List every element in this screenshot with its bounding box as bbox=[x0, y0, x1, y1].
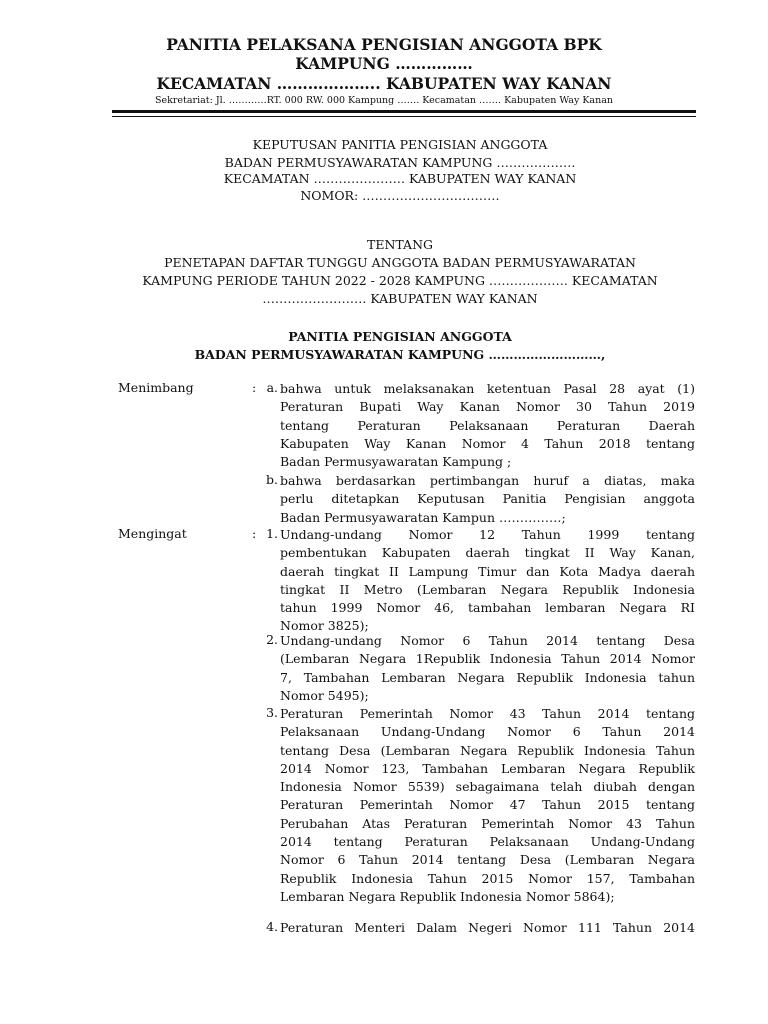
header-title-line3: KECAMATAN ……………….. KABUPATEN WAY KANAN bbox=[156, 74, 612, 93]
text-line: Nomor 5495); bbox=[280, 687, 369, 703]
text-line: perlu ditetapkan Keputusan Panitia Pengisian anggota bbox=[280, 491, 695, 507]
tentang-line: TENTANG bbox=[366, 237, 433, 252]
text-line: (Lembaran Negara 1Republik Indonesia Tahun 2014 Nomor bbox=[280, 651, 695, 667]
text-line: Lembaran Negara Republik Indonesia Nomor 5864); bbox=[280, 888, 615, 904]
text-line: 7, Tambahan Lembaran Negara Republik Indonesia tahun bbox=[280, 669, 695, 685]
tentang-line: KAMPUNG PERIODE TAHUN 2022 - 2028 KAMPUNG ………………. KECAMATAN bbox=[142, 273, 658, 288]
text-line: Perubahan Atas Peraturan Pemerintah Nomor 43 Tahun bbox=[280, 815, 695, 831]
text-line: tentang Peraturan Pelaksanaan Peraturan Daerah bbox=[280, 417, 695, 433]
item-number: a. bbox=[266, 380, 278, 395]
menimbang-label: Menimbang bbox=[118, 380, 194, 395]
text-line: Badan Permusyawaratan Kampun ……………; bbox=[280, 509, 566, 525]
text-line: Badan Permusyawaratan Kampung ; bbox=[280, 454, 512, 470]
text-line: Peraturan Pemerintah Nomor 43 Tahun 2014 tentang bbox=[280, 706, 695, 721]
text-line: bahwa untuk melaksanakan ketentuan Pasal 28 ayat (1) bbox=[280, 381, 695, 396]
item-number: b. bbox=[266, 472, 278, 487]
text-line: Peraturan Pemerintah Nomor 47 Tahun 2015 tentang bbox=[280, 797, 695, 813]
keputusan-line: BADAN PERMUSYAWARATAN KAMPUNG ………………. bbox=[224, 155, 576, 170]
mengingat-label: Mengingat bbox=[118, 526, 187, 541]
header-sekretariat: Sekretariat: Jl. …………RT. 000 RW. 000 Kampung ……. Kecamatan ……. Kabupaten Way Kanan bbox=[155, 95, 613, 106]
text-line: daerah tingkat II Lampung Timur dan Kota Madya daerah bbox=[280, 563, 695, 579]
text-line: Undang-undang Nomor 6 Tahun 2014 tentang Desa bbox=[280, 633, 695, 648]
mengingat-colon: : bbox=[252, 526, 257, 541]
text-line: 2014 tentang Peraturan Pelaksanaan Undang-Undang bbox=[280, 834, 695, 850]
item-number: 1. bbox=[266, 526, 278, 541]
header-rule-thick bbox=[112, 110, 696, 113]
tentang-line: ……………………. KABUPATEN WAY KANAN bbox=[262, 291, 538, 306]
text-line: bahwa berdasarkan pertimbangan huruf a diatas, maka bbox=[280, 473, 695, 488]
panitia-line: BADAN PERMUSYAWARATAN KAMPUNG ………………………, bbox=[194, 347, 606, 362]
mengingat-item-2 bbox=[280, 632, 695, 705]
text-line: Indonesia Nomor 5539) sebagaimana telah diubah dengan bbox=[280, 779, 695, 795]
mengingat-item-1 bbox=[280, 526, 695, 636]
item-number: 2. bbox=[266, 632, 278, 647]
text-line: tahun 1999 Nomor 46, tambahan lembaran Negara RI bbox=[280, 600, 695, 616]
menimbang-item-a bbox=[280, 380, 695, 471]
text-line: Peraturan Bupati Way Kanan Nomor 30 Tahun 2019 bbox=[280, 399, 695, 415]
text-line: Pelaksanaan Undang-Undang Nomor 6 Tahun 2014 bbox=[280, 724, 695, 740]
keputusan-line: KECAMATAN …………………. KABUPATEN WAY KANAN bbox=[223, 171, 577, 186]
tentang-line: PENETAPAN DAFTAR TUNGGU ANGGOTA BADAN PERMUSYAWARATAN bbox=[164, 255, 636, 270]
text-line: Republik Indonesia Tahun 2015 Nomor 157, Tambahan bbox=[280, 870, 695, 886]
text-line: Nomor 3825); bbox=[280, 618, 369, 634]
header-title-line2: KAMPUNG …………… bbox=[295, 54, 473, 73]
menimbang-colon: : bbox=[252, 380, 257, 395]
text-line: Nomor 6 Tahun 2014 tentang Desa (Lembaran Negara bbox=[280, 852, 695, 868]
keputusan-line: KEPUTUSAN PANITIA PENGISIAN ANGGOTA bbox=[252, 137, 548, 152]
text-line: 2014 Nomor 123, Tambahan Lembaran Negara Republik bbox=[280, 760, 695, 776]
text-line: pembentukan Kabupaten daerah tingkat II Way Kanan, bbox=[280, 545, 695, 561]
header-title-line1: PANITIA PELAKSANA PENGISIAN ANGGOTA BPK bbox=[166, 35, 602, 54]
mengingat-item-4 bbox=[280, 919, 695, 937]
mengingat-item-3 bbox=[280, 705, 695, 906]
panitia-line: PANITIA PENGISIAN ANGGOTA bbox=[288, 329, 512, 344]
text-line: Kabupaten Way Kanan Nomor 4 Tahun 2018 tentang bbox=[280, 435, 695, 451]
text-line: tingkat II Metro (Lembaran Negara Republik Indonesia bbox=[280, 581, 695, 597]
text-line: Undang-undang Nomor 12 Tahun 1999 tentang bbox=[280, 527, 695, 542]
header-rule-thin bbox=[112, 116, 696, 117]
menimbang-item-b bbox=[280, 472, 695, 527]
text-line: tentang Desa (Lembaran Negara Republik Indonesia Tahun bbox=[280, 742, 695, 758]
item-number: 4. bbox=[266, 919, 278, 934]
text-line: Peraturan Menteri Dalam Negeri Nomor 111 Tahun 2014 bbox=[280, 920, 695, 935]
keputusan-line: NOMOR: …………………………… bbox=[300, 188, 500, 203]
item-number: 3. bbox=[266, 705, 278, 720]
